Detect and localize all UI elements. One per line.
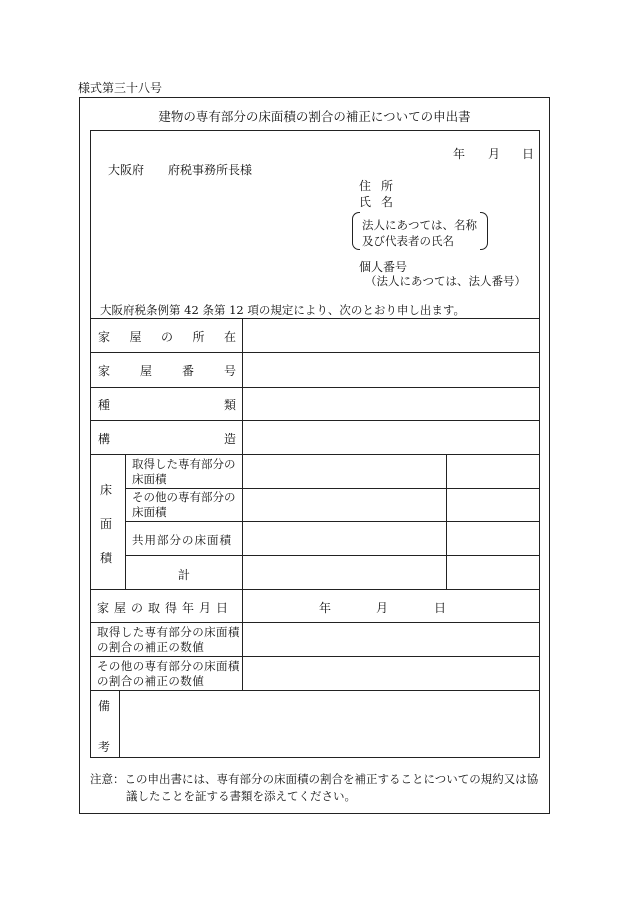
- label-char: 在: [223, 330, 236, 344]
- corporate-note-line1: 法人にあつては、名称: [362, 218, 477, 232]
- name-label: [359, 193, 393, 210]
- date-year-label: 年: [453, 147, 466, 161]
- date-day-label: 日: [522, 147, 535, 161]
- label-char: 種: [98, 398, 111, 412]
- page-title: 建物の専有部分の床面積の割合の補正についての申出書: [158, 109, 471, 124]
- label-char: 造: [223, 432, 236, 446]
- label-char: 家: [98, 364, 111, 378]
- label-char: 構: [98, 432, 111, 446]
- address-label: [359, 177, 393, 194]
- correction-other-label: その他の専有部分の床面積の割合の補正の数値: [97, 659, 240, 688]
- remarks-char: 備: [98, 699, 111, 713]
- label-char: の: [160, 330, 173, 344]
- label-char: 類: [223, 398, 236, 412]
- correction-acquired-label: 取得した専有部分の床面積の割合の補正の数値: [97, 625, 240, 654]
- label-char: 番: [181, 364, 194, 378]
- row-house-number-label: [98, 362, 236, 379]
- personal-number-note: （法人にあつては、法人番号）: [365, 274, 526, 288]
- row-structure-label: [98, 430, 236, 447]
- remarks-char: 考: [98, 740, 111, 754]
- statement: 大阪府税条例第 42 条第 12 項の規定により、次のとおり申し出ます。: [100, 303, 465, 317]
- note-line1: 注意：この申出書には、専有部分の床面積の割合を補正することについての規約又は協: [90, 772, 539, 786]
- addressee: 大阪府 府税事務所長様: [108, 163, 253, 177]
- other-private-area-label: その他の専有部分の床面積: [132, 490, 236, 519]
- name-label-char: 名: [380, 195, 393, 209]
- floor-area-group-char: 床: [100, 483, 113, 497]
- corporate-note-line2: 及び代表者の氏名: [362, 234, 454, 248]
- address-label-char: 所: [380, 179, 393, 193]
- acquisition-month-label: 月: [376, 601, 389, 615]
- row-kind-label: [98, 396, 236, 413]
- label-char: 屋: [129, 330, 142, 344]
- label-char: 号: [223, 364, 236, 378]
- acquisition-year-label: 年: [319, 601, 332, 615]
- note-line2: 議したことを証する書類を添えてください。: [126, 789, 356, 803]
- label-char: 屋: [139, 364, 152, 378]
- common-area-label: 共用部分の床面積: [132, 533, 232, 547]
- personal-number-label: 個人番号: [359, 260, 408, 274]
- acquisition-day-label: 日: [434, 601, 447, 615]
- floor-area-group-char: 積: [100, 551, 113, 565]
- form-number: 様式第三十八号: [78, 81, 163, 95]
- label-char: 所: [192, 330, 205, 344]
- acquisition-date-label: 家屋の取得年月日: [97, 601, 234, 615]
- date-month-label: 月: [488, 147, 501, 161]
- address-label-char: 住: [359, 179, 372, 193]
- floor-area-group-char: 面: [100, 517, 113, 531]
- name-label-char: 氏: [359, 195, 372, 209]
- label-char: 家: [98, 330, 111, 344]
- row-location-label: [98, 328, 236, 345]
- acquired-private-area-label: 取得した専有部分の床面積: [132, 457, 236, 486]
- total-label: 計: [178, 568, 191, 582]
